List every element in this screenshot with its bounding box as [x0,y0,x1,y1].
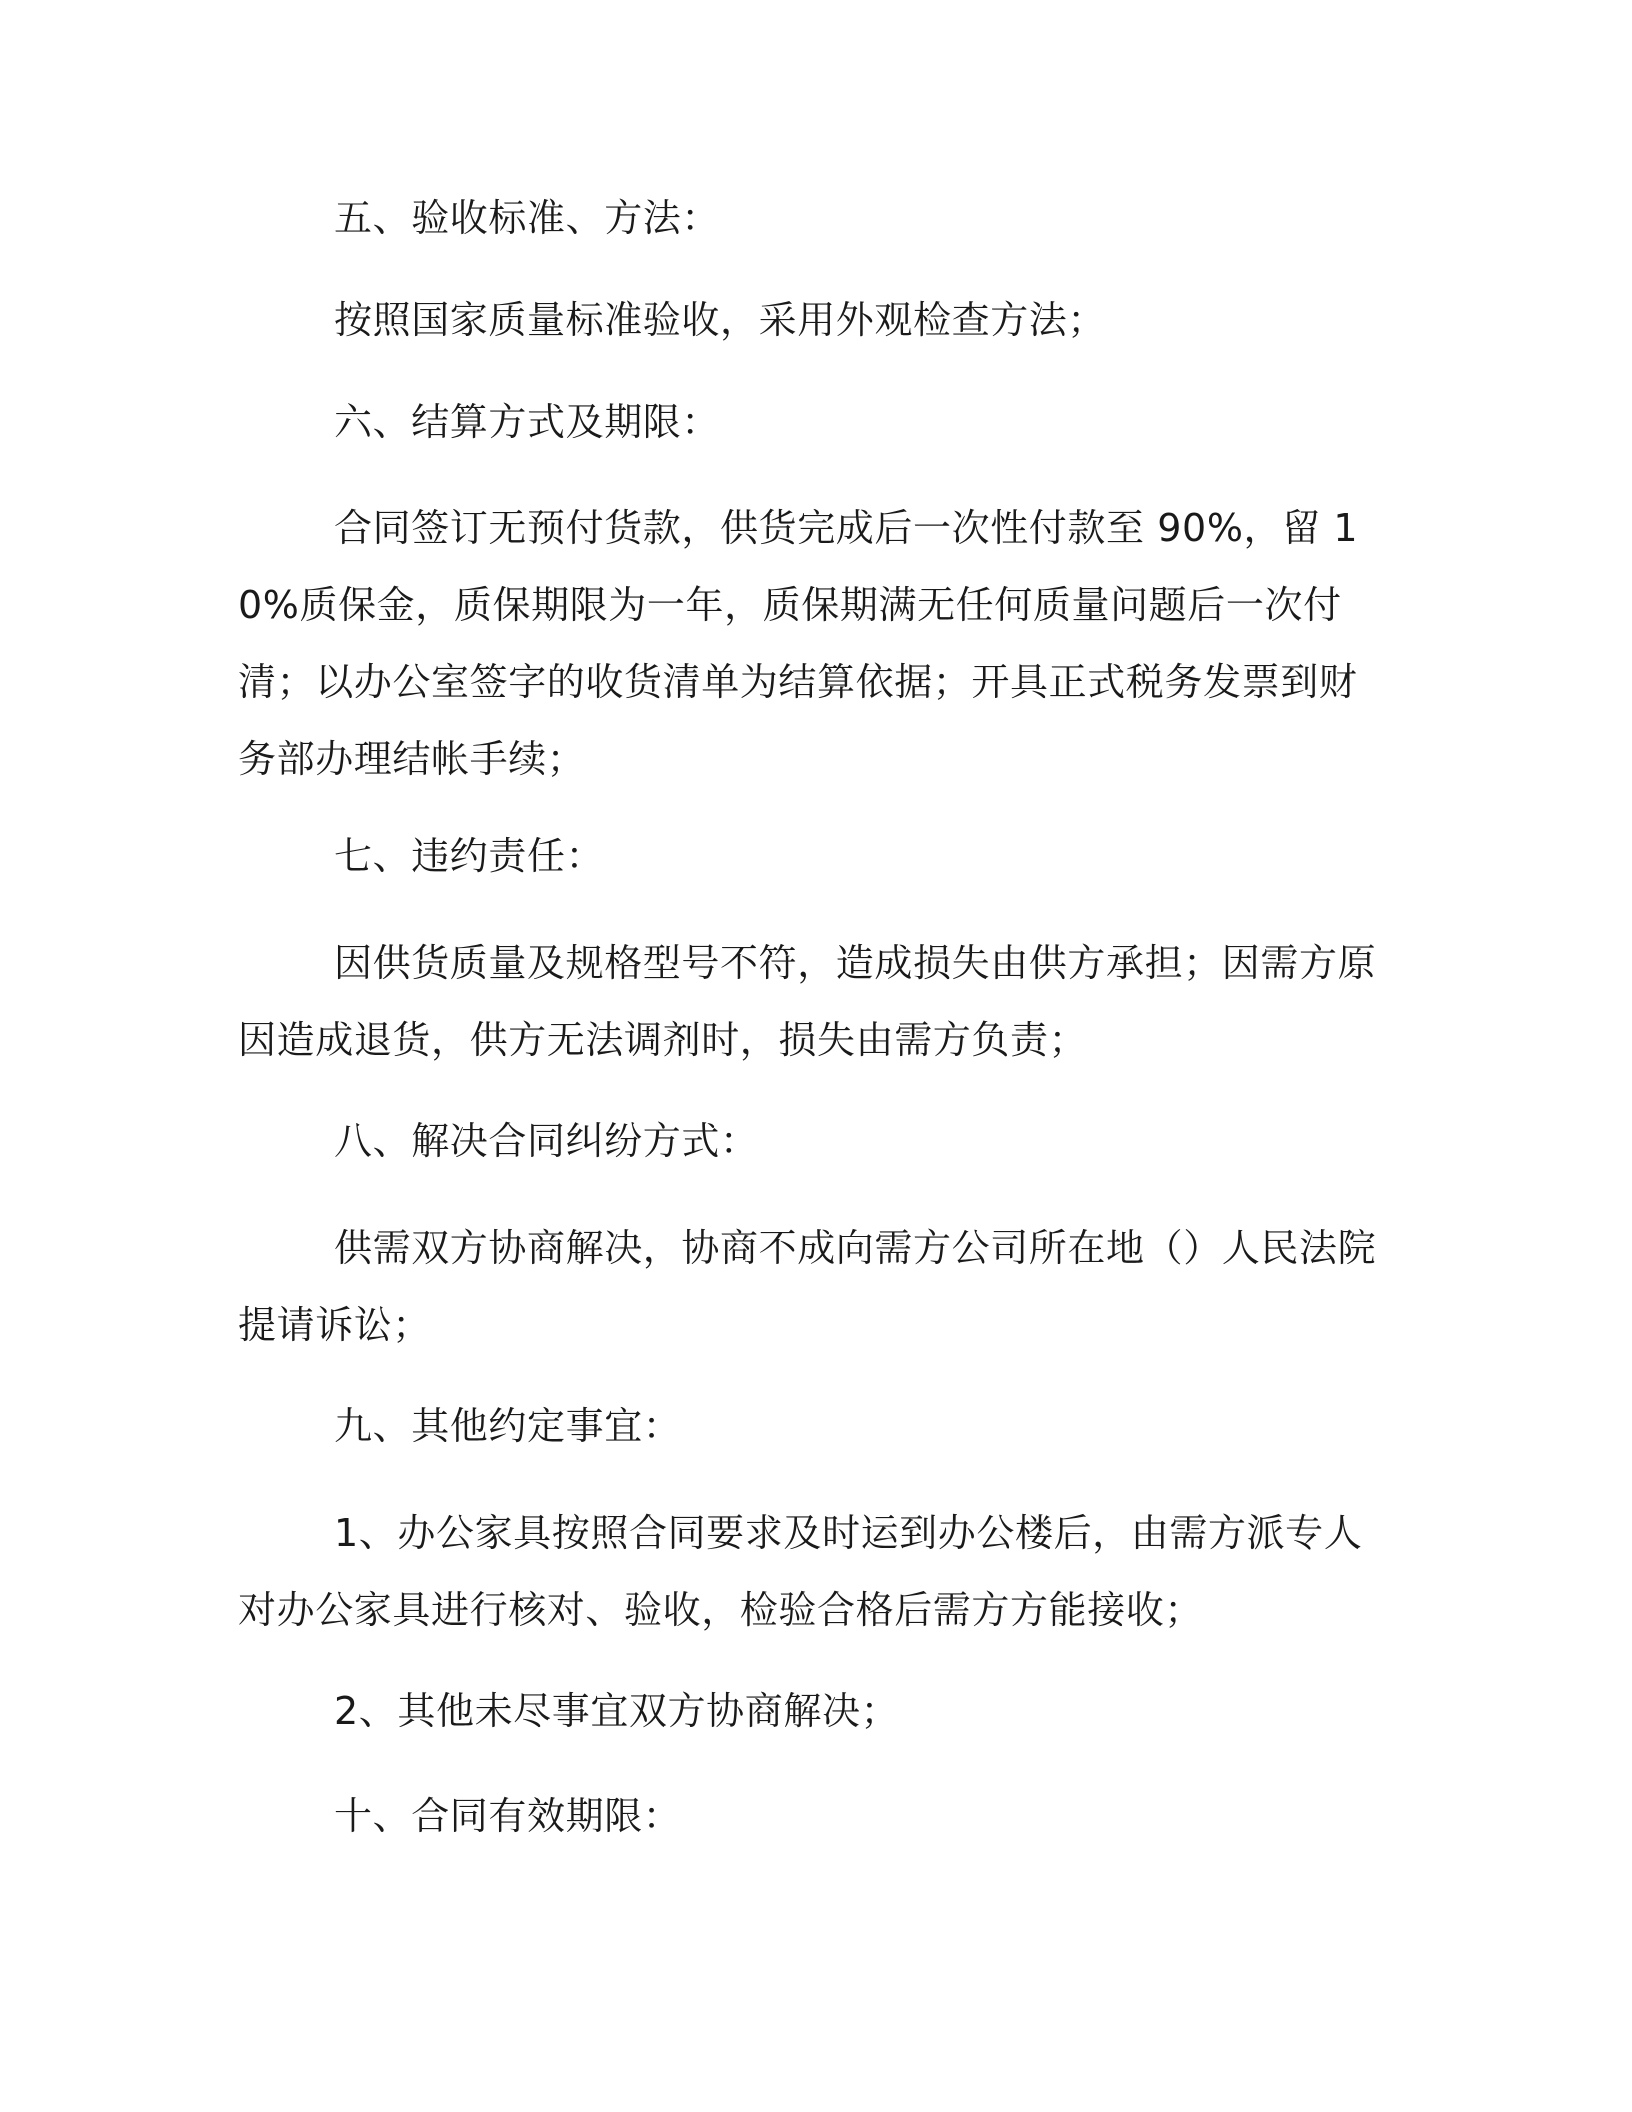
list-item-other-matters-1: 1、办公家具按照合同要求及时运到办公楼后，由需方派专人对办公家具进行核对、验收，检验合格后需方方能接收； [238,1511,1363,1632]
section-heading-validity: 十、合同有效期限： [334,1794,682,1838]
section-heading-acceptance: 五、验收标准、方法： [334,196,721,240]
paragraph-settlement: 合同签订无预付货款，供货完成后一次性付款至 90%，留 10%质保金，质保期限为一年，质保期满无任何质量问题后一次付清；以办公室签字的收货清单为结算依据；开具正式税务发票到财务部办理结帐手续； [238,506,1359,781]
section-heading-disputes: 八、解决合同纠纷方式： [334,1119,759,1163]
section-heading-settlement: 六、结算方式及期限： [334,400,721,444]
section-heading-other-matters: 九、其他约定事宜： [334,1404,682,1448]
section-heading-liability: 七、违约责任： [334,834,605,878]
paragraph-disputes: 供需双方协商解决，协商不成向需方公司所在地（）人民法院提请诉讼； [238,1226,1377,1347]
list-item-other-matters-2: 2、其他未尽事宜双方协商解决； [334,1689,900,1733]
paragraph-acceptance: 按照国家质量标准验收，采用外观检查方法； [334,298,1107,342]
paragraph-liability: 因供货质量及规格型号不符，造成损失由供方承担；因需方原因造成退货，供方无法调剂时，损失由需方负责； [238,941,1377,1062]
